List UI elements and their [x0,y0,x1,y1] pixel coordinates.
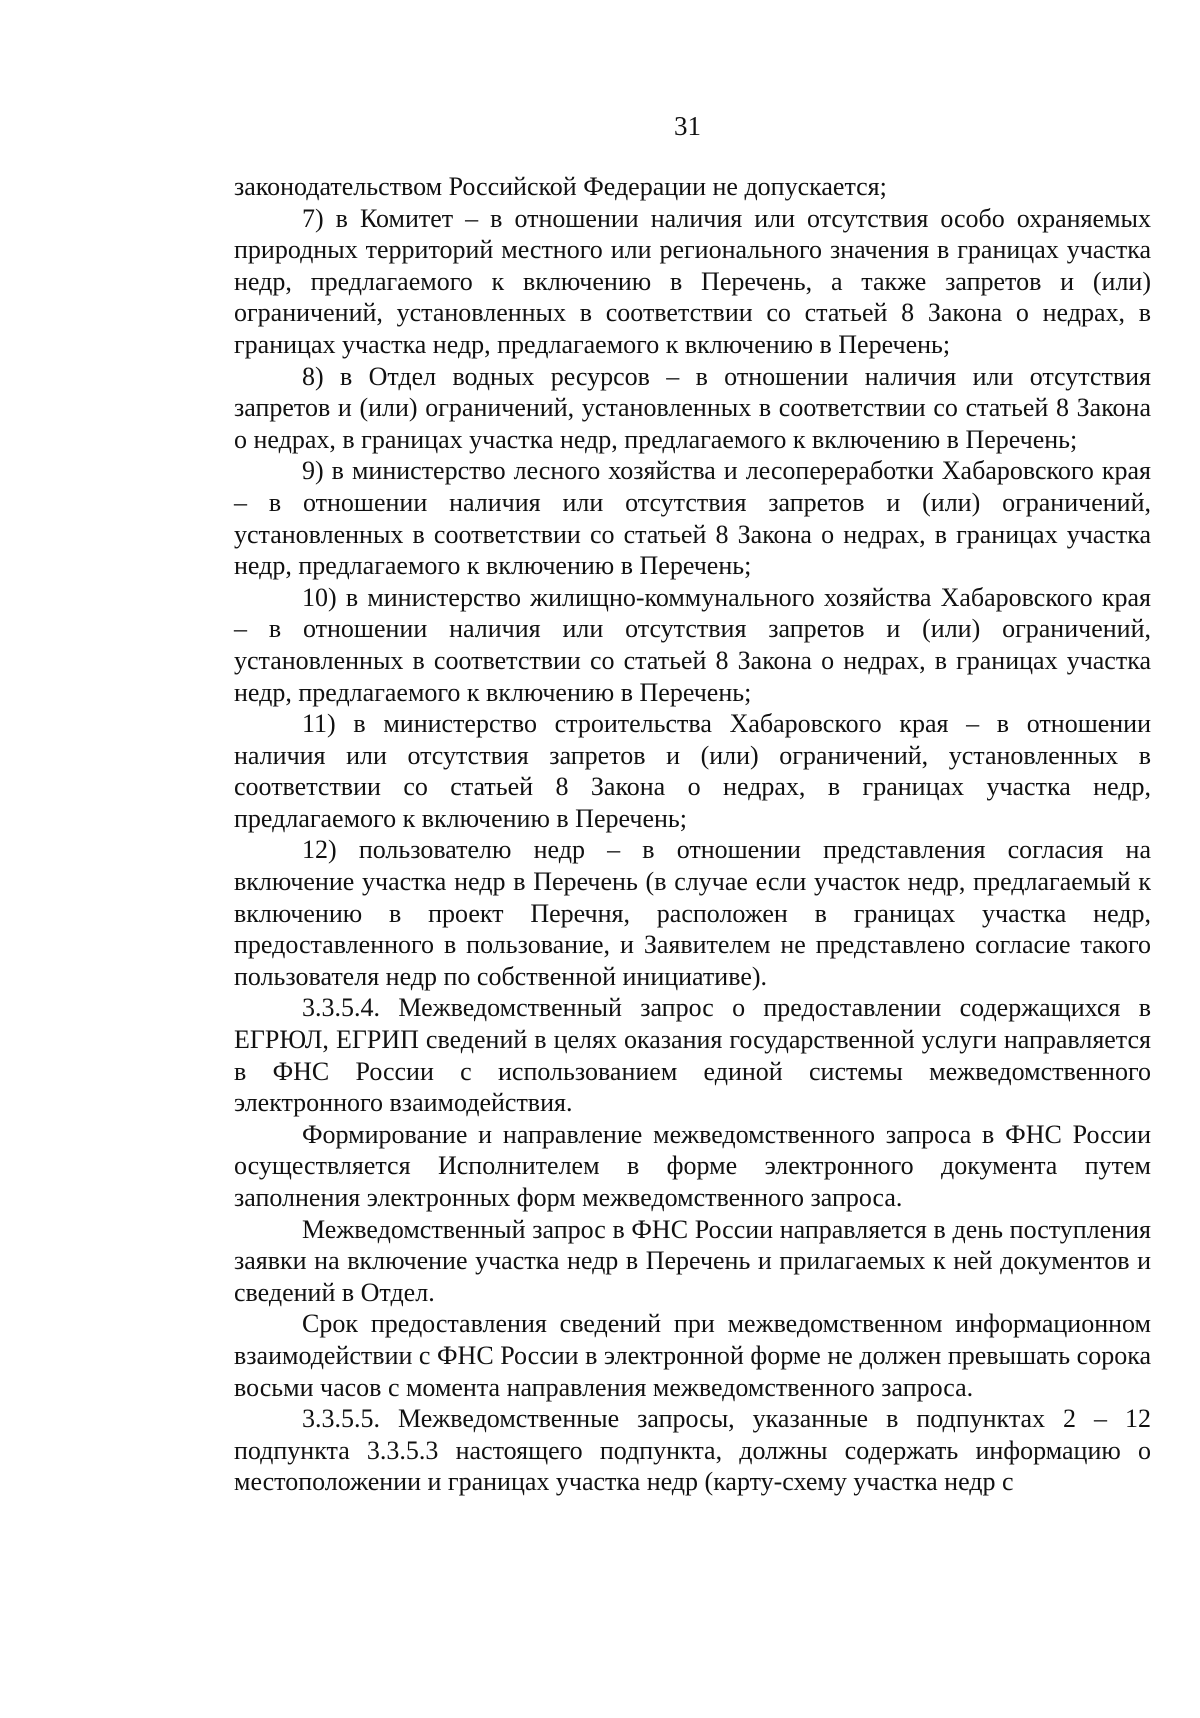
paragraph-item-8: 8) в Отдел водных ресурсов – в отношении наличия или отсутствия запретов и (или) ограничений, установленных в соответствии со статьей 8 Закона о недрах, в границах участка недр, предлагаемого к включению в Перечень; [234,361,1151,454]
page-number: 31 [674,111,701,141]
paragraph-item-12: 12) пользователю недр – в отношении представления согласия на включение участка недр в Перечень (в случае если участок недр, предлагаемый к включению в проект Перечня, расположен в границах участка недр, предоставленного в пользование, и Заявителем не представлено согласие такого пользователя недр по собственной инициативе). [234,835,1151,991]
paragraph-continuation: законодательством Российской Федерации не допускается; [234,172,887,201]
paragraph-response-deadline: Срок предоставления сведений при межведомственном информационном взаимодействии с ФНС России в электронной форме не должен превышать сорока восьми часов с момента направления межведомственного запроса. [234,1309,1151,1402]
paragraph-request-formation: Формирование и направление межведомственного запроса в ФНС России осуществляется Исполнителем в форме электронного документа путем заполнения электронных форм межведомственного запроса. [234,1119,1151,1212]
paragraph-item-9: 9) в министерство лесного хозяйства и лесопереработки Хабаровского края – в отношении наличия или отсутствия запретов и (или) ограничений, установленных в соответствии со статьей 8 Закона о недрах, в границах участка недр, предлагаемого к включению в Перечень; [234,456,1151,581]
paragraph-item-11: 11) в министерство строительства Хабаровского края – в отношении наличия или отсутствия запретов и (или) ограничений, установленных в соответствии со статьей 8 Закона о недрах, в границах участка недр, предлагаемого к включению в Перечень; [234,709,1151,833]
paragraph-item-10: 10) в министерство жилищно-коммунального хозяйства Хабаровского края – в отношении наличия или отсутствия запретов и (или) ограничений, установленных в соответствии со статьей 8 Закона о недрах, в границах участка недр, предлагаемого к включению в Перечень; [234,582,1151,707]
document-body [234,171,1151,1498]
paragraph-item-7: 7) в Комитет – в отношении наличия или отсутствия особо охраняемых природных территорий местного или регионального значения в границах участка недр, предлагаемого к включению в Перечень, а также запретов и (или) ограничений, установленных в соответствии со статьей 8 Закона о недрах, в границах участка недр, предлагаемого к включению в Перечень; [234,203,1151,359]
paragraph-3-3-5-4: 3.3.5.4. Межведомственный запрос о предоставлении содержащихся в ЕГРЮЛ, ЕГРИП сведений в целях оказания государственной услуги направляется в ФНС России с использованием единой системы межведомственного электронного взаимодействия. [234,993,1151,1118]
paragraph-3-3-5-5: 3.3.5.5. Межведомственные запросы, указанные в подпунктах 2 – 12 подпункта 3.3.5.3 настоящего подпункта, должны содержать информацию о местоположении и границах участка недр (карту-схему участка недр с [234,1404,1151,1497]
paragraph-request-timing: Межведомственный запрос в ФНС России направляется в день поступления заявки на включение участка недр в Перечень и прилагаемых к ней документов и сведений в Отдел. [234,1214,1151,1307]
